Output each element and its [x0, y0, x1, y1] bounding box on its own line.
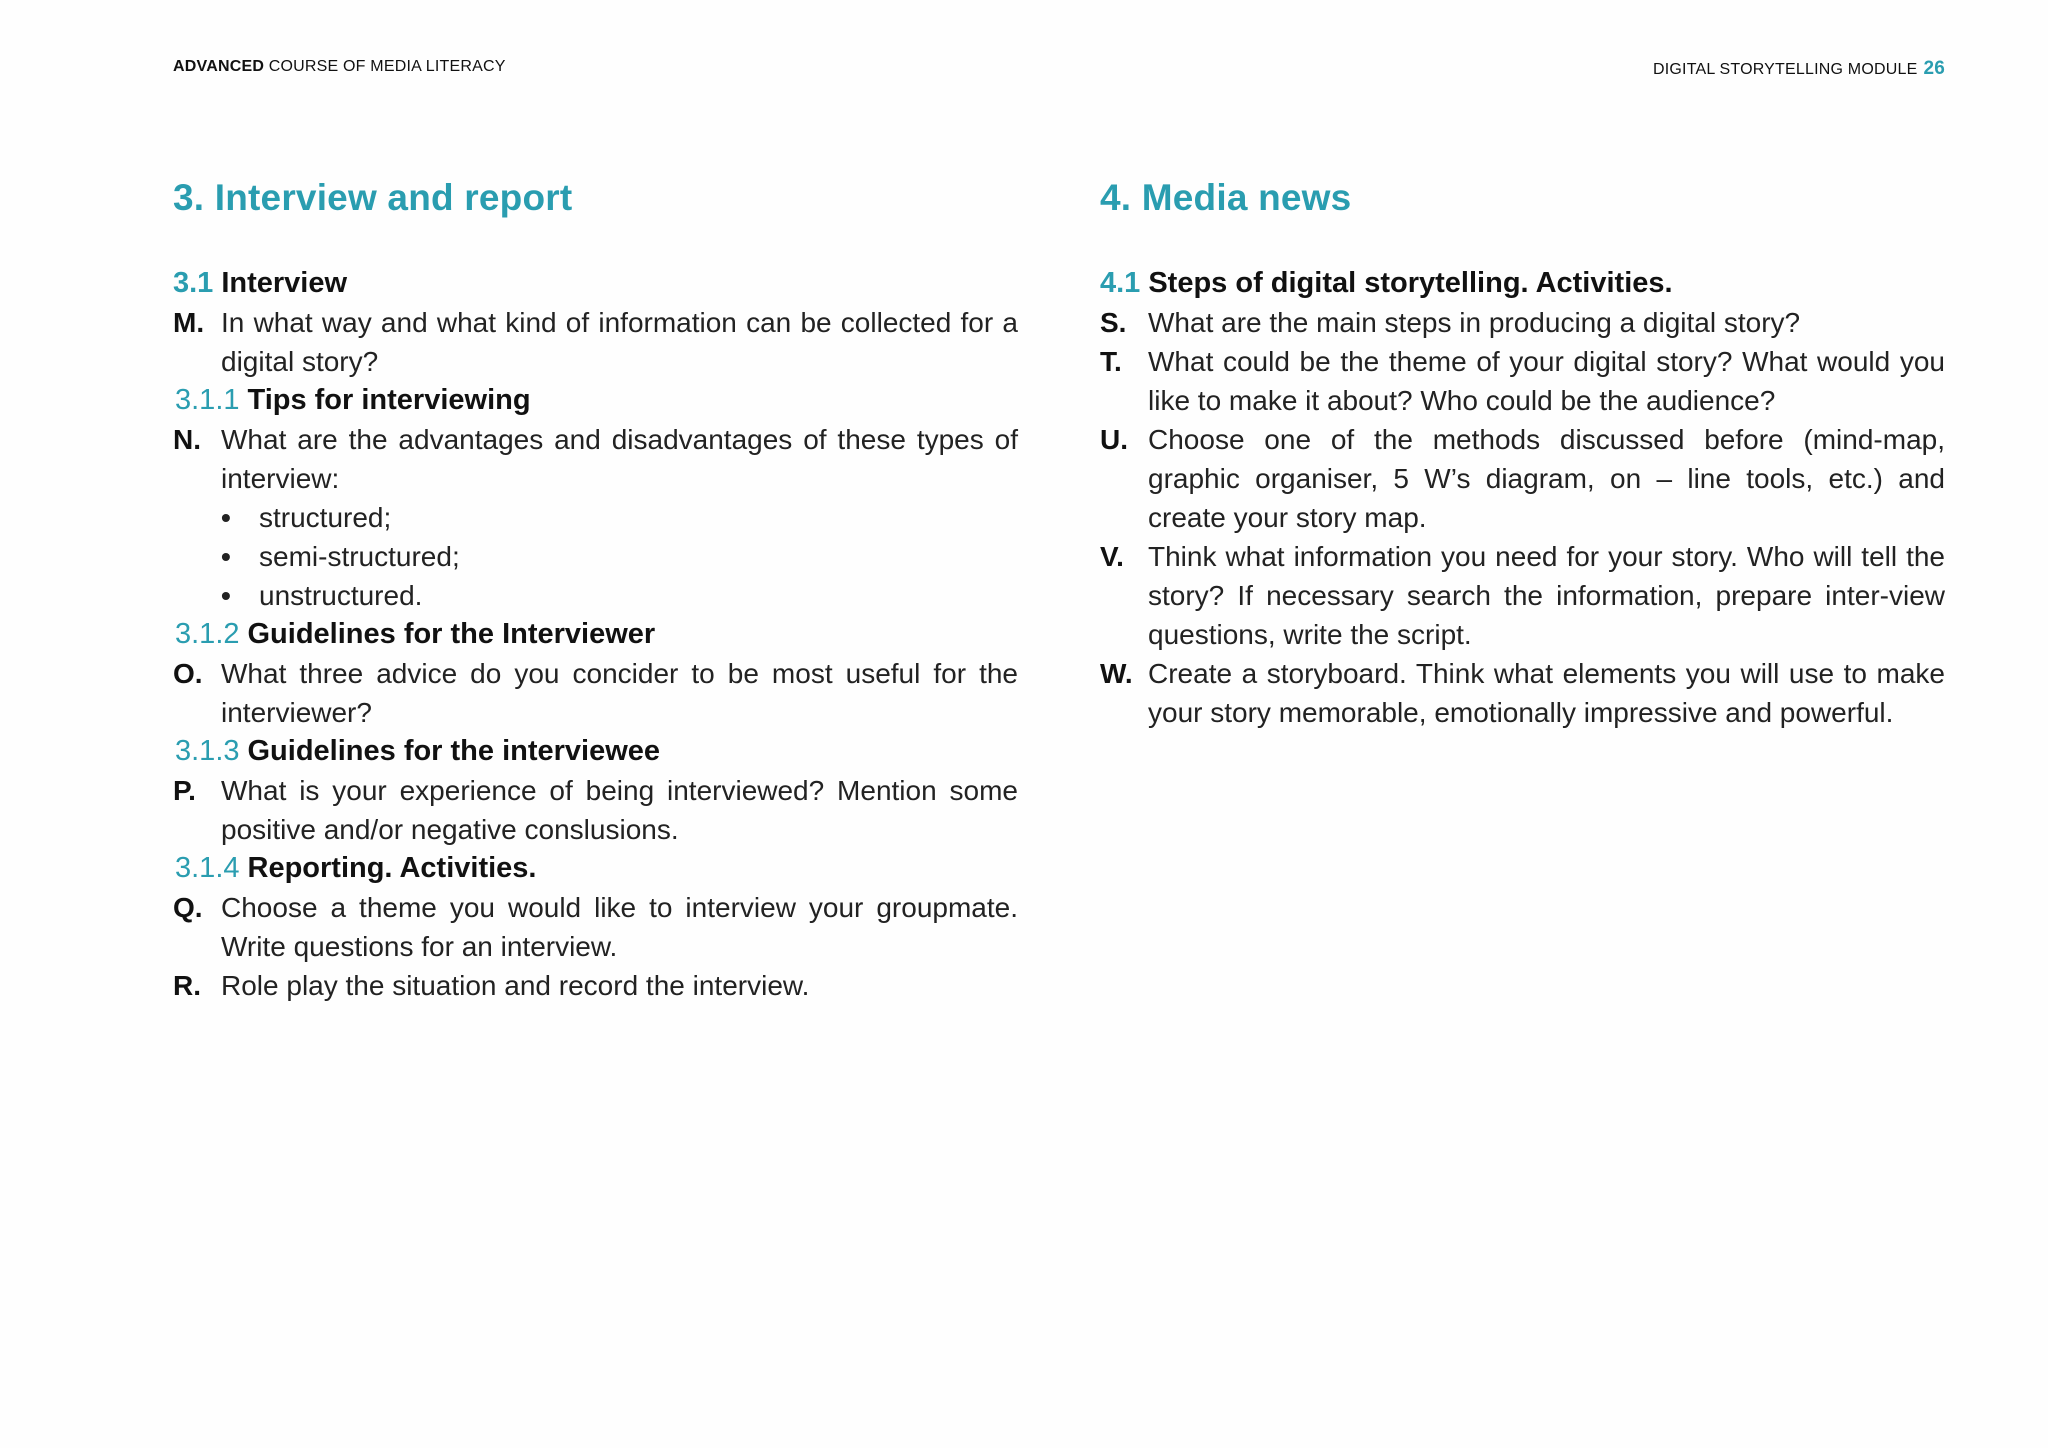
question-o: [173, 654, 1018, 732]
subsection-number: 3.1.4: [175, 852, 240, 884]
section-title-3: 3. Interview and report: [173, 177, 573, 218]
running-header-left: [173, 58, 506, 76]
subsection-title: Guidelines for the Interviewer: [247, 618, 656, 650]
question-letter: W.: [1100, 658, 1133, 689]
question-text: What is your experience of being interviewed? Mention some positive and/or negative conslusions.: [221, 775, 1018, 845]
question-text: Think what information you need for your story. Who will tell the story? If necessary search the information, prepare inter-view questions, write the script.: [1148, 541, 1945, 650]
subsection-number: 3.1.2: [175, 618, 240, 650]
question-letter: M.: [173, 307, 205, 338]
question-r: [173, 966, 1018, 1005]
question-m: [173, 303, 1018, 381]
question-text: Choose one of the methods discussed before (mind-map, graphic organiser, 5 W’s diagram, on – line tools, etc.) and create your story map.: [1148, 424, 1945, 533]
question-q: [173, 888, 1018, 966]
subsection-title: Steps of digital storytelling. Activities.: [1148, 267, 1673, 299]
question-p: [173, 771, 1018, 849]
subsection-title: Interview: [221, 267, 348, 299]
question-letter: P.: [173, 775, 196, 806]
subsection-3-1-4: [173, 849, 1018, 888]
bullet-icon: •: [221, 541, 231, 572]
question-text: What three advice do you concider to be most useful for the interviewer?: [221, 658, 1018, 728]
question-text: What are the advantages and disadvantages of these types of interview:: [221, 424, 1018, 494]
question-letter: N.: [173, 424, 201, 455]
question-s: [1100, 303, 1945, 342]
question-n: [173, 420, 1018, 498]
subsection-title: Reporting. Activities.: [247, 852, 537, 884]
course-title: COURSE OF MEDIA LITERACY: [264, 58, 506, 75]
list-item-text: structured;: [259, 502, 392, 533]
left-column: [173, 170, 1018, 1005]
question-letter: S.: [1100, 307, 1127, 338]
question-text: What are the main steps in producing a digital story?: [1148, 307, 1801, 338]
question-text: What could be the theme of your digital story? What would you like to make it about? Who could be the audience?: [1148, 346, 1945, 416]
right-column: [1100, 170, 1945, 732]
question-letter: T.: [1100, 346, 1122, 377]
question-letter: R.: [173, 970, 201, 1001]
question-letter: O.: [173, 658, 203, 689]
list-item: [221, 498, 1018, 537]
subsection-number: 4.1: [1100, 267, 1141, 299]
question-text: In what way and what kind of information can be collected for a digital story?: [221, 307, 1018, 377]
subsection-number: 3.1: [173, 267, 214, 299]
list-item: [221, 537, 1018, 576]
bullet-icon: •: [221, 580, 231, 611]
subsection-number: 3.1.1: [175, 384, 240, 416]
course-level: ADVANCED: [173, 58, 265, 75]
question-letter: Q.: [173, 892, 203, 923]
interview-types-list: [173, 498, 1018, 615]
subsection-title: Tips for interviewing: [247, 384, 531, 416]
question-letter: U.: [1100, 424, 1128, 455]
bullet-icon: •: [221, 502, 231, 533]
question-v: [1100, 537, 1945, 654]
question-letter: V.: [1100, 541, 1124, 572]
list-item-text: unstructured.: [259, 580, 423, 611]
subsection-number: 3.1.3: [175, 735, 240, 767]
subsection-4-1: [1100, 264, 1945, 303]
running-header-right: [1653, 58, 1945, 80]
page-number: 26: [1923, 58, 1945, 79]
subsection-title: Guidelines for the interviewee: [247, 735, 661, 767]
question-text: Choose a theme you would like to interview your groupmate. Write questions for an interview.: [221, 892, 1018, 962]
section-title-4: 4. Media news: [1100, 177, 1352, 218]
list-item-text: semi-structured;: [259, 541, 460, 572]
subsection-3-1-1: [173, 381, 1018, 420]
question-u: [1100, 420, 1945, 537]
question-t: [1100, 342, 1945, 420]
subsection-3-1: [173, 264, 1018, 303]
subsection-3-1-2: [173, 615, 1018, 654]
question-text: Create a storyboard. Think what elements you will use to make your story memorable, emotionally impressive and powerful.: [1148, 658, 1945, 728]
list-item: [221, 576, 1018, 615]
question-w: [1100, 654, 1945, 732]
question-text: Role play the situation and record the interview.: [221, 970, 810, 1001]
subsection-3-1-3: [173, 732, 1018, 771]
module-title: DIGITAL STORYTELLING MODULE: [1653, 61, 1918, 78]
